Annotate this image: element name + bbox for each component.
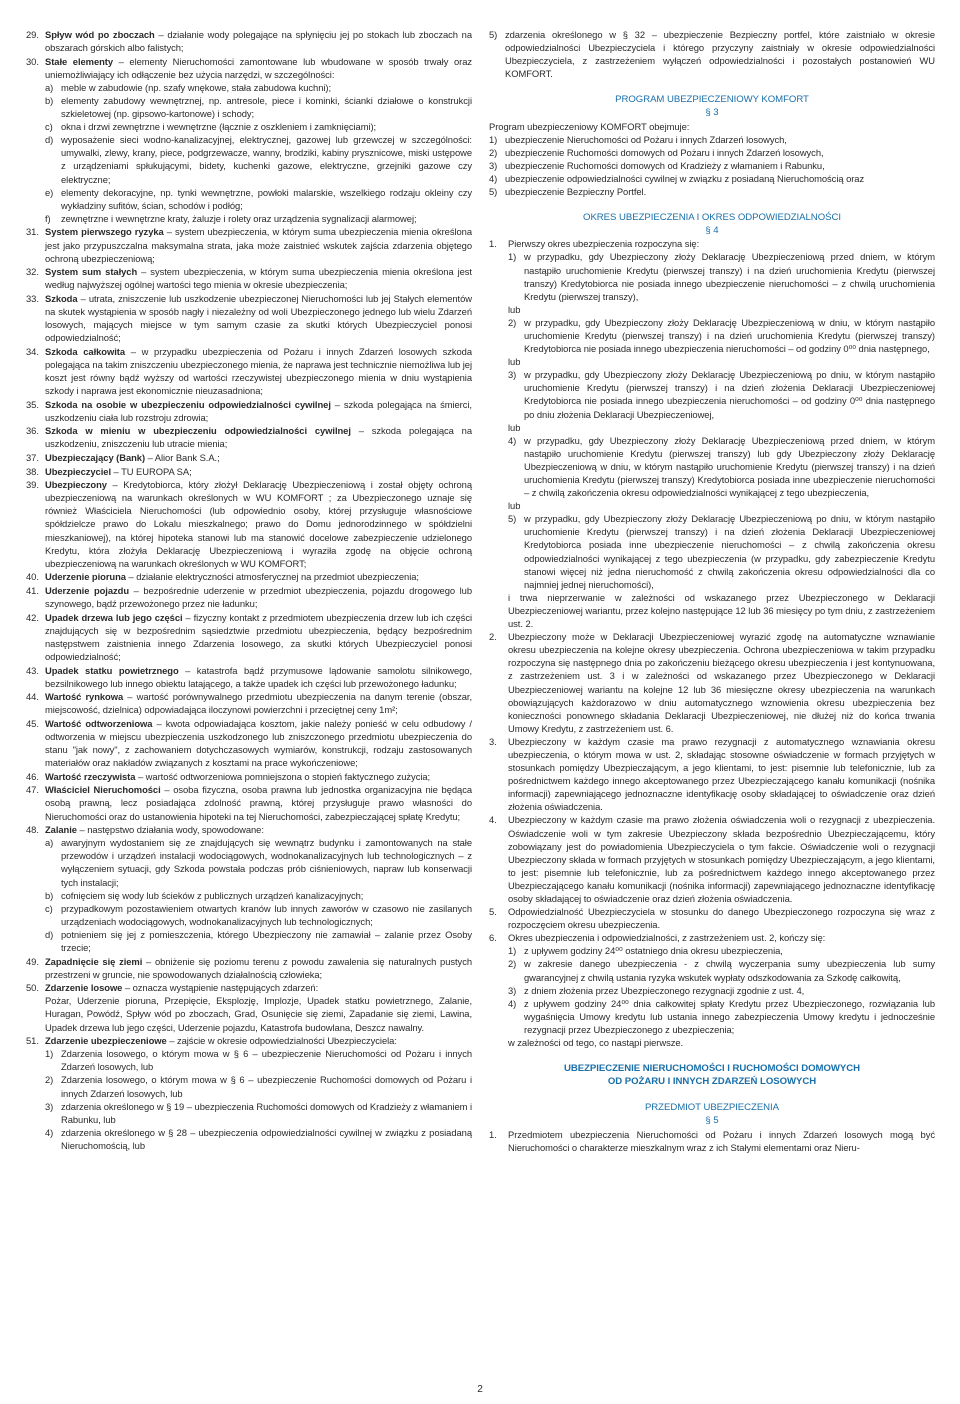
paragraph-text: Ubezpieczony może w Deklaracji Ubezpieczeniowej wyrazić zgodę na automatyczne wznawianie okresu ubezpieczenia na kolejne okresy ubezpieczenia. Ochrona ubezpieczeniowa w takim przypadku rozpoczyna się następnego dnia po zakończeniu bieżącego okresu ubezpieczenia i jest kontynuowana, z zastrzeżeniem ust. 3 i w zależności od wskazanego przez Ubezpieczonego w Deklaracji Ubezpieczeniowej wariantu na kolejne 12 lub 36 miesięczne okresy ubezpieczenia na warunkach obowiązujących każdorazowo w dniu automatycznego wznowienia okresu ubezpieczenia bez konieczności ponownego składania Deklaracji Ubezpieczeniowej, nie dłużej niż do końca trwania Umowy Kredytu, z zastrzeżeniem ust. 6. [508, 631, 935, 734]
definition-term: Stałe elementy [45, 55, 114, 67]
list-item [508, 512, 935, 591]
definition-body [45, 611, 472, 663]
item-connector: lub [508, 303, 521, 315]
item-label: 5) [489, 186, 498, 198]
paragraph-text: Ubezpieczony w każdym czasie ma prawo rezygnacji z automatycznego wznawiania okresu ubezpieczenia, o którym mowa w ust. 2, składając stosowne oświadczenie w formach przyjętych w stosunkach pomiędzy Ubezpieczającym, a jego klientami, to jest: pisemnie lub telefonicznie, lub za pośrednictwem każdego innego akceptowanego przez Ubezpieczającego kanału komunikacji (nośnika informacji) zapewniającego jednoznaczne identyfikację osoby składającej to oświadczenie oraz dzień złożenia oświadczenia. [508, 735, 935, 813]
definition-item [26, 345, 472, 397]
definition-body [45, 451, 472, 464]
list-item [489, 159, 935, 172]
list-item [508, 997, 935, 1036]
definition-term: System sum stałych [45, 266, 138, 278]
definition-text [45, 823, 472, 836]
definition-text [45, 717, 472, 769]
program-list [489, 133, 935, 198]
item-text: z dniem złożenia przez Ubezpieczonego rezygnacji zgodnie z ust. 4, [524, 984, 805, 996]
definition-item [26, 981, 472, 1033]
definition-item [26, 451, 472, 464]
numbered-paragraph: 1. Pierwszy okres ubezpieczenia rozpoczyna się: [489, 238, 700, 250]
definition-desc: – szkoda polegająca na śmierci, uszkodzeniu ciała lub rozstroju zdrowia; [45, 398, 472, 423]
definition-term: Upadek drzewa lub jego części [45, 611, 183, 623]
definition-number: 46. [26, 770, 39, 782]
numbered-paragraph: 1. Przedmiotem ubezpieczenia Nieruchomości od Pożaru i innych Zdarzeń losowych mogą być Nieruchomości o charakterze mieszkalnym wraz z ich Stałymi elementami oraz Nieru- [489, 1128, 935, 1153]
definition-text [45, 690, 472, 716]
definition-item [26, 28, 472, 54]
definition-body [45, 1034, 472, 1152]
period-tail: i trwa nieprzerwanie w zależności od wskazanego przez Ubezpieczonego w Deklaracji Ubezpieczeniowej wariantu, przez kolejno następujące 12 lub 36 miesięcy po tym dniu, z zastrzeżeniem ust. 2. [508, 591, 935, 630]
definition-body [45, 28, 472, 54]
item-label: e) [45, 186, 54, 198]
item-text: okna i drzwi zewnętrzne i wewnętrzne (łącznie z oszkleniem i zamknięciami); [61, 121, 377, 133]
definition-item [26, 1034, 472, 1152]
list-item [45, 133, 472, 185]
definition-body [45, 770, 472, 783]
definition-term: Zdarzenie losowe [45, 982, 123, 994]
definition-number: 51. [26, 1035, 39, 1047]
definition-term: Zdarzenie ubezpieczeniowe [45, 1035, 167, 1047]
list-item [45, 928, 472, 954]
definition-desc: – następstwo działania wody, spowodowane: [76, 824, 264, 836]
list-item [45, 1100, 472, 1126]
item-label: 1) [508, 251, 517, 263]
paragraph-number: § 3 [705, 107, 719, 119]
item-text: zdarzenia określonego w § 19 – ubezpieczenia Ruchomości domowych od Kradzieży z włamaniem i Rabunku, lub [61, 1100, 472, 1125]
item-label: d) [45, 134, 54, 146]
item-label: 2) [508, 316, 517, 328]
definition-number: 45. [26, 717, 39, 729]
item-text: ubezpieczenie Bezpieczny Portfel. [505, 186, 647, 198]
definition-term: System pierwszego ryzyka [45, 226, 164, 238]
numbered-paragraphs [489, 630, 935, 931]
definition-text [45, 265, 472, 291]
item-text: cofnięciem się wody lub ścieków z publicznych urządzeń kanalizacyjnych; [61, 889, 364, 901]
definition-desc: – oznacza wystąpienie następujących zdarzeń: [122, 982, 319, 994]
item-text: elementy zabudowy wewnętrznej, np. antresole, piece i kominki, ścianki działowe o konstrukcji szkieletowej (np. gipsowo-kartonowe) i schody; [61, 94, 472, 120]
definition-text [45, 55, 472, 81]
item-label: f) [45, 212, 51, 224]
definition-number: 35. [26, 398, 39, 410]
definition-item [26, 611, 472, 663]
item-text: w przypadku, gdy Ubezpieczony złoży Deklarację Ubezpieczeniową w dniu, w którym nastąpiło uruchomienie Kredytu (pierwszej transzy) i na dzień uruchomienia Kredytu (pierwszej transzy) Kredytobiorca nie posiada innego ubezpieczenia nieruchomości – od godziny 0⁰⁰ dnia następnego, [524, 316, 935, 355]
list-item [45, 889, 472, 902]
definition-text [45, 28, 472, 54]
item-label: 2) [489, 146, 498, 158]
definition-text [45, 292, 472, 344]
paragraph-num: 2. [489, 631, 497, 643]
definition-number: 40. [26, 571, 39, 583]
item-label: 1) [508, 945, 517, 957]
list-item [45, 902, 472, 928]
definition-body [45, 717, 472, 769]
definition-body [45, 584, 472, 610]
item-text: wyposażenie sieci wodno-kanalizacyjnej, elektrycznej, gazowej lub grzewczej w szczególności: umywalki, zlewy, krany, piece, podgrzewacze, wanny, brodziki, kabiny prysznicowe, miski ustępowe z urządzeniami spłukującymi, bidety, kuchenki gazowe, elektryczne, grzejniki gazowe czy elektryczne; [61, 134, 472, 185]
definition-number: 29. [26, 29, 39, 40]
end-tail: w zależności od tego, co nastąpi pierwsze. [508, 1037, 684, 1049]
definition-desc: – katastrofa bądź przymusowe lądowanie samolotu silnikowego, bezsilnikowego lub innego obiektu latającego, a także upadek ich części lub przewożonego ładunku; [45, 664, 473, 689]
definition-term: Szkoda w mieniu w ubezpieczeniu odpowiedzialności cywilnej [45, 425, 351, 437]
definition-after: Pożar, Uderzenie pioruna, Przepięcie, Eksplozję, Implozje, Upadek statku powietrznego, Zalanie, Huragan, Powódź, Spływ wód po zboczach, Grad, Osunięcie się ziemi, Zapadanie się ziemi, Lawina, Upadek drzewa lub jego części, Uderzenie pojazdu, Katastrofa budowlana, Deszcz nawalny. [45, 995, 472, 1033]
item-connector: lub [508, 356, 521, 368]
definition-number: 39. [26, 479, 39, 491]
definition-term: Wartość rzeczywista [45, 770, 136, 782]
definition-term: Uderzenie pojazdu [45, 584, 130, 596]
definition-desc: – fizyczny kontakt z przedmiotem ubezpieczenia drzew lub ich części znajdujących się w bezpośrednim sąsiedztwie przedmiotu ubezpieczenia, będący bezpośrednim następstwem zaistnienia innego Zdarzenia losowego, za skutki których Ubezpieczyciel ponosi odpowiedzialność; [45, 611, 472, 662]
definition-body [45, 955, 472, 981]
item-label: b) [45, 94, 54, 106]
list-item [45, 94, 472, 120]
page-number: 2 [477, 1384, 483, 1395]
definition-number: 44. [26, 691, 39, 703]
item-text: zewnętrzne i wewnętrzne kraty, żaluzje i rolety oraz urządzenia sygnalizacji alarmowej; [61, 212, 417, 224]
definition-desc: – system ubezpieczenia, w którym suma ubezpieczenia mienia określona jest według najwyższej ogólnej wartości tego mienia w okresie ubezpieczenia; [45, 266, 472, 291]
item-label: 2) [45, 1074, 54, 1086]
list-item [508, 250, 935, 302]
definition-item [26, 292, 472, 344]
definition-body [45, 265, 472, 291]
definition-body [45, 292, 472, 344]
definition-item [26, 955, 472, 981]
list-item [489, 172, 935, 185]
definition-body [45, 981, 472, 1033]
definition-term: Spływ wód po zboczach [45, 29, 155, 40]
section-heading-okres: OKRES UBEZPIECZENIA I OKRES ODPOWIEDZIALNOŚCI [583, 212, 841, 224]
definition-body [45, 465, 472, 478]
definition-number: 30. [26, 55, 39, 67]
definition-term: Szkoda [45, 292, 78, 304]
definition-desc: – obniżenie się poziomu terenu z powodu zawalenia się naturalnych pustych przestrzeni w gruncie, nie spowodowanych działalnością człowieka; [45, 955, 473, 980]
definition-number: 50. [26, 982, 39, 994]
definition-body [45, 570, 472, 583]
item-text: w przypadku, gdy Ubezpieczony złoży Deklarację Ubezpieczeniową po dniu, w którym nastąpiło uruchomienie Kredytu (pierwszej transzy) i na dzień złożenia Deklaracji Ubezpieczeniowej Kredytobiorca posiada inne ubezpieczenie nieruchomości – z chwilą zakończenia okresu odpowiedzialności wynikającej z tego ubezpieczenia (w przypadku, gdy zabezpieczenie Kredytu stanowi więcej niż jedna nieruchomość z chwilą zakończenia okresu odpowiedzialności dla co najmniej jednej nieruchomości), [524, 513, 935, 590]
list-item [508, 957, 935, 983]
definition-term: Wartość rynkowa [45, 691, 124, 703]
list-item [508, 984, 935, 997]
item-text: w zakresie danego ubezpieczenia - z chwilą wyczerpania sumy ubezpieczenia lub sumy gwarancyjnej z chwilą ustania ryzyka wskutek wypłaty odszkodowania za Szkodę całkowitą, [524, 958, 935, 983]
definition-number: 47. [26, 784, 39, 796]
definition-desc: – działanie elektryczności atmosferycznej na przedmiot ubezpieczenia; [125, 571, 419, 583]
item-text: meble w zabudowie (np. szafy wnękowe, stała zabudowa kuchni); [61, 81, 332, 93]
list-item [45, 81, 472, 94]
item-label: 5) [508, 513, 517, 525]
definition-number: 36. [26, 425, 39, 437]
definition-term: Wartość odtworzeniowa [45, 717, 153, 729]
item-text: ubezpieczenie odpowiedzialności cywilnej w związku z posiadaną Nieruchomością oraz [505, 172, 865, 184]
definition-number: 48. [26, 824, 39, 836]
item-text: z upływem godziny 24⁰⁰ ostatniego dnia okresu ubezpieczenia, [524, 945, 783, 957]
item-label: 4) [45, 1126, 54, 1138]
definition-desc: – wartość odtworzeniowa pomniejszona o stopień faktycznego zużycia; [135, 770, 431, 782]
item-label: 3) [489, 159, 498, 171]
definition-text [45, 981, 472, 994]
definition-term: Zalanie [45, 824, 77, 836]
definition-term: Upadek statku powietrznego [45, 664, 179, 676]
definition-body [45, 225, 472, 264]
definition-item [26, 55, 472, 225]
definition-number: 33. [26, 292, 39, 304]
definition-term: Właściciel Nieruchomości [45, 784, 161, 796]
item-label: 1) [489, 133, 498, 145]
definition-desc: – system ubezpieczenia, w którym suma ubezpieczenia mienia określona jest jako przypuszczalna maksymalna strata, jaka może zaistnieć wskutek zajścia zdarzenia objętego ochroną ubezpieczeniową; [45, 226, 473, 264]
definition-text [45, 1034, 472, 1047]
period-list [489, 250, 935, 590]
numbered-paragraph [489, 813, 935, 905]
list-item [45, 1073, 472, 1099]
list-item [45, 1126, 472, 1152]
definition-term: Ubezpieczony [45, 479, 107, 491]
definition-body [45, 690, 472, 716]
item-text: z upływem godziny 24⁰⁰ dnia całkowitej spłaty Kredytu przez Ubezpieczonego, rozwiązania lub wygaśnięcia Umowy kredytu lub ustania innego zabezpieczenia Umowy kredytu i jednocześnie rezygnacji przez Ubezpieczonego z ubezpieczenia; [524, 997, 935, 1035]
definition-item [26, 225, 472, 264]
definition-text [45, 225, 472, 264]
definition-text [45, 451, 472, 464]
item-text: zdarzenia określonego w § 28 – ubezpieczenia odpowiedzialności cywilnej w związku z posiadaną Nieruchomością, lub [61, 1126, 472, 1151]
definition-number: 37. [26, 452, 39, 463]
list-item [508, 434, 935, 499]
definition-desc: – bezpośrednie uderzenie w przedmiot ubezpieczenia, pojazdu drogowego lub szynowego, bądź przewożonego przez nie ładunku; [45, 584, 472, 610]
definition-item [26, 478, 472, 570]
item-text: Zdarzenia losowego, o którym mowa w § 6 – ubezpieczenie Nieruchomości od Pożaru i innych Zdarzeń losowych, lub [61, 1048, 472, 1073]
definition-number: 43. [26, 664, 39, 676]
item-label: d) [45, 928, 54, 940]
definition-desc: – szkoda polegająca na uszkodzeniu, zniszczeniu lub utracie mienia; [45, 425, 472, 450]
item-label: 3) [508, 984, 517, 996]
definition-text [45, 770, 472, 783]
item-text: w przypadku, gdy Ubezpieczony złoży Deklarację Ubezpieczeniową przed dniem, w którym nastąpiło uruchomienie Kredytu (pierwszej transzy) i na dzień uruchomienia Kredytu (pierwszej transzy) Kredytobiorca nie posiada innego ubezpieczenie nieruchomości – z chwilą uruchomienia Kredytu (pierwszej transzy), [524, 251, 935, 302]
definition-term: Szkoda całkowita [45, 345, 125, 357]
item-text: w przypadku, gdy Ubezpieczony złoży Deklarację Ubezpieczeniową po dniu, w którym nastąpiło uruchomienie Kredytu (pierwszej transzy) i na dzień złożenia Deklaracji Ubezpieczeniowej Kredytobiorca nie posiada innego ubezpieczenia nieruchomości – od godziny 0⁰⁰ dnia następnego po dniu złożenia Deklaracji Ubezpieczeniowej, [524, 369, 935, 420]
definition-body [45, 783, 472, 822]
end-list [489, 944, 935, 1036]
item-text: przypadkowym pozostawieniem otwartych kranów lub innych zaworów w czasowo nie zasilanych urządzeniach wodociągowych, wodnokanalizacyjnych lub technologicznych; [61, 902, 472, 927]
definition-item [26, 770, 472, 783]
paragraph-num: 4. [489, 814, 497, 826]
list-item [45, 836, 472, 888]
item-text: awaryjnym wydostaniem się ze znajdujących się wewnątrz budynku i zamontowanych na stałe przewodów i urządzeń instalacji wodociągowych, wodnokanalizacyjnych lub technologicznych – z wyłączeniem sytuacji, gdy Szkoda powstała podczas prób ciśnieniowych, napraw lub konserwacji tych instalacji; [61, 837, 472, 888]
definition-desc: – utrata, zniszczenie lub uszkodzenie ubezpieczonej Nieruchomości lub jej Stałych elementów na skutek wystąpienia w sposób nagły i niezależny od woli Ubezpieczonego jednego lub wielu Zdarzeń losowych, mających miejsce w tym samym czasie za skutki których Ubezpieczyciel ponosi odpowiedzialność; [45, 292, 472, 344]
list-item: 5) zdarzenia określonego w § 32 – ubezpieczenie Bezpieczny portfel, które zaistniało w okresie odpowiedzialności Ubezpieczyciela i którego przyczyny zaistniały w okresie odpowiedzialności Ubezpieczyciela, z zastrzeżeniem wyłączeń odpowiedzialności i pozostałych postanowień WU KOMFORT. [489, 29, 935, 80]
item-label: 2) [508, 958, 517, 970]
item-text: ubezpieczenie Ruchomości domowych od Kradzieży z włamaniem i Rabunku, [505, 159, 825, 171]
section-heading-insurance: UBEZPIECZENIE NIERUCHOMOŚCI I RUCHOMOŚCI DOMOWYCH [563, 1063, 861, 1075]
paragraph-num: 3. [489, 735, 497, 747]
definition-body [45, 478, 472, 570]
definition-text [45, 345, 472, 397]
right-column [489, 28, 935, 1154]
section-heading-przedmiot: PRZEDMIOT UBEZPIECZENIA [644, 1102, 780, 1114]
definition-text [45, 584, 472, 610]
definition-term: Uderzenie pioruna [45, 571, 126, 583]
list-item [45, 186, 472, 212]
definition-term: Zapadnięcie się ziemi [45, 955, 143, 967]
definition-body [45, 55, 472, 225]
section-heading-insurance-2: OD POŻARU I INNYCH ZDARZEŃ LOSOWYCH [607, 1076, 817, 1088]
paragraph-number: § 4 [705, 225, 719, 237]
definition-desc: – elementy Nieruchomości zamontowane lub wbudowane w sposób trwały oraz uniemożliwiający ich odłączenie bez użycia narzędzi, w szczególności: [45, 55, 472, 80]
item-text: elementy dekoracyjne, np. tynki wewnętrzne, powłoki malarskie, wszelkiego rodzaju okleiny czy wykładziny sufitów, ścian, schodów i podłóg; [61, 186, 472, 211]
list-item [508, 368, 935, 420]
definition-desc: – zajście w okresie odpowiedzialności Ubezpieczyciela: [166, 1035, 397, 1047]
definition-desc: – w przypadku ubezpieczenia od Pożaru i innych Zdarzeń losowych szkoda polegająca na takim zniszczeniu ubezpieczonego mienia, że naprawa jest technicznie niemożliwa lub jej koszt jest równy bądź wyższy od wartości rzeczywistej ubezpieczonego mienia w dniu wystąpienia szkody i naprawa jest ekonomicznie nieuzasadniona; [45, 345, 472, 397]
program-intro: Program ubezpieczeniowy KOMFORT obejmuje: [489, 120, 690, 132]
definition-text [45, 955, 472, 981]
numbered-paragraph [489, 905, 935, 931]
numbered-paragraph [489, 630, 935, 735]
definition-item [26, 584, 472, 610]
definition-body [45, 398, 472, 424]
item-label: 4) [489, 172, 498, 184]
item-connector: lub [508, 421, 521, 433]
definition-item [26, 265, 472, 291]
item-label: 4) [508, 997, 517, 1009]
definition-item [26, 690, 472, 716]
definition-desc: – TU EUROPA SA; [111, 465, 192, 477]
list-item [508, 944, 935, 957]
definition-number: 34. [26, 345, 39, 357]
section-heading-program: PROGRAM UBEZPIECZENIOWY KOMFORT [615, 94, 809, 106]
list-item [45, 212, 472, 225]
list-item [489, 133, 935, 146]
list-item [489, 185, 935, 198]
definition-text [45, 478, 472, 570]
item-text: ubezpieczenie Nieruchomości od Pożaru i innych Zdarzeń losowych, [505, 133, 787, 145]
item-label: c) [45, 121, 53, 133]
definition-text [45, 664, 472, 690]
item-text: Zdarzenia losowego, o którym mowa w § 6 – ubezpieczenie Ruchomości domowych od Pożaru i innych Zdarzeń losowych, lub [61, 1074, 472, 1099]
definition-number: 32. [26, 266, 39, 278]
definition-number: 41. [26, 584, 39, 596]
item-text: ubezpieczenie Ruchomości domowych od Pożaru i innych Zdarzeń losowych, [505, 146, 824, 158]
definition-term: Szkoda na osobie w ubezpieczeniu odpowiedzialności cywilnej [45, 398, 331, 410]
definition-desc: – Alior Bank S.A.; [145, 452, 220, 463]
item-label: c) [45, 902, 53, 914]
item-label: a) [45, 81, 54, 93]
item-label: 3) [45, 1100, 54, 1112]
paragraph-num: 5. [489, 906, 497, 918]
definition-number: 38. [26, 465, 39, 477]
definition-text [45, 783, 472, 822]
definition-item [26, 664, 472, 690]
definition-desc: – kwota odpowiadająca kosztom, jakie należy ponieść w celu odbudowy / odtworzenia w miejscu ubezpieczenia uszkodzonego lub zniszczonego przedmiotu ubezpieczenia do stanu "jak nowy", z zachowaniem dotychczasowych wymiarów, konstrukcji, rodzaju zastosowanych materiałów oraz nakładów związanych z kosztami na prace wykończeniowe; [45, 717, 472, 769]
list-item [45, 1047, 472, 1073]
definition-text [45, 424, 472, 450]
numbered-paragraph: 6. Okres ubezpieczenia i odpowiedzialności, z zastrzeżeniem ust. 2, kończy się: [489, 932, 826, 944]
definition-text [45, 465, 472, 478]
definition-text [45, 570, 472, 583]
item-text: potnieniem się jej z pomieszczenia, którego Ubezpieczony nie zamawiał – zalanie przez Osoby trzecie; [61, 928, 472, 953]
definition-number: 49. [26, 955, 39, 967]
definition-body [45, 664, 472, 690]
list-item [45, 120, 472, 133]
definition-item [26, 465, 472, 478]
definition-text [45, 398, 472, 424]
item-label: 3) [508, 369, 517, 381]
definition-desc: – osoba fizyczna, osoba prawna lub jednostka organizacyjna nie będąca osobą prawną, lecz posiadająca zdolność prawną, której przysługuje prawo własności do Nieruchomości oraz do ustanowienia hipoteki na tej Nieruchomości, zabezpieczającej spłatę Kredytu; [45, 784, 472, 822]
definition-item [26, 823, 472, 954]
definition-body [45, 424, 472, 450]
item-text: w przypadku, gdy Ubezpieczony złoży Deklarację Ubezpieczeniową przed dniem, w którym nastąpiło uruchomienie Kredytu (pierwszej transzy) lub gdy Ubezpieczony złoży Deklarację Ubezpieczeniową w dniu, w którym nastąpiło uruchomienie Kredytu (pierwszej transzy) i na dzień uruchomienia Kredytu (pierwszej transzy) Kredytobiorca posiada inne ubezpieczenie nieruchomości – z chwilą zakończenia okresu odpowiedzialności wynikającej z tego ubezpieczenia, [524, 434, 935, 499]
definition-term: Ubezpieczający (Bank) [45, 452, 146, 463]
definition-item [26, 717, 472, 769]
item-label: a) [45, 837, 54, 849]
definition-body [45, 823, 472, 954]
paragraph-number: § 5 [705, 1115, 719, 1127]
left-column [26, 28, 472, 1152]
definition-body [45, 345, 472, 397]
definition-number: 31. [26, 226, 39, 238]
definition-term: Ubezpieczyciel [45, 465, 111, 477]
item-connector: lub [508, 500, 521, 512]
definition-desc: – wartość porównywalnego przedmiotu ubezpieczenia na danym terenie (obszar, miejscowość, dzielnica) odpowiadająca iloczynowi powierzchni i przeciętnej ceny 1m²; [45, 691, 472, 716]
definition-item [26, 424, 472, 450]
list-item [489, 146, 935, 159]
list-item [508, 316, 935, 355]
numbered-paragraph [489, 735, 935, 814]
item-label: b) [45, 889, 54, 901]
item-label: 4) [508, 434, 517, 446]
definition-item [26, 570, 472, 583]
definition-text [45, 611, 472, 663]
item-label: 1) [45, 1048, 54, 1060]
definition-desc: – działanie wody polegające na spłynięciu jej po stokach lub zboczach na obszarach górskich albo falistych; [45, 29, 472, 54]
definition-number: 42. [26, 611, 39, 623]
paragraph-text: Odpowiedzialność Ubezpieczyciela w stosunku do danego Ubezpieczonego rozpoczyna się wraz z rozpoczęciem okresu ubezpieczenia. [508, 906, 935, 931]
definition-item [26, 783, 472, 822]
paragraph-text: Ubezpieczony w każdym czasie ma prawo złożenia oświadczenia woli o rezygnacji z ubezpieczenia. Oświadczenie woli w tym zakresie Ubezpieczony składa bezpośrednio Ubezpieczającemu, który zobowiązany jest do powiadomienia Ubezpieczyciela o tym fakcie. Oświadczenie woli o rezygnacji Ubezpieczony składa w formach przyjętych w stosunkach pomiędzy Ubezpieczającym, a jego klientami, to jest: pisemnie lub telefonicznie, lub za pośrednictwem każdego innego akceptowanego przez Ubezpieczającego kanału komunikacji (nośnika informacji) zapewniającego jednoznaczne identyfikację osoby składającej to oświadczenie oraz dzień złożenia oświadczenia. [508, 814, 935, 904]
definition-item [26, 398, 472, 424]
definition-desc: – Kredytobiorca, który złożył Deklarację Ubezpieczeniową i został objęty ochroną ubezpieczeniową na warunkach określonych w WU KOMFORT ; za Ubezpieczonego uznaje się również Właściciela Nieruchomości (lub odpowiednio osoby, której przysługuje własnościowe spółdzielcze prawo do Lokalu mieszkalnego; prawo do Domu jednorodzinnego w spółdzielni mieszkaniowej), na której hipoteka stanowi lub ma stanowić docelowe zabezpieczenie udzielonego Kredytu, która złożyła Deklarację Ubezpieczeniową i wyraziła zgodę na objęcie ochroną ubezpieczeniową na warunkach określonych w WU KOMFORT; [45, 479, 472, 569]
